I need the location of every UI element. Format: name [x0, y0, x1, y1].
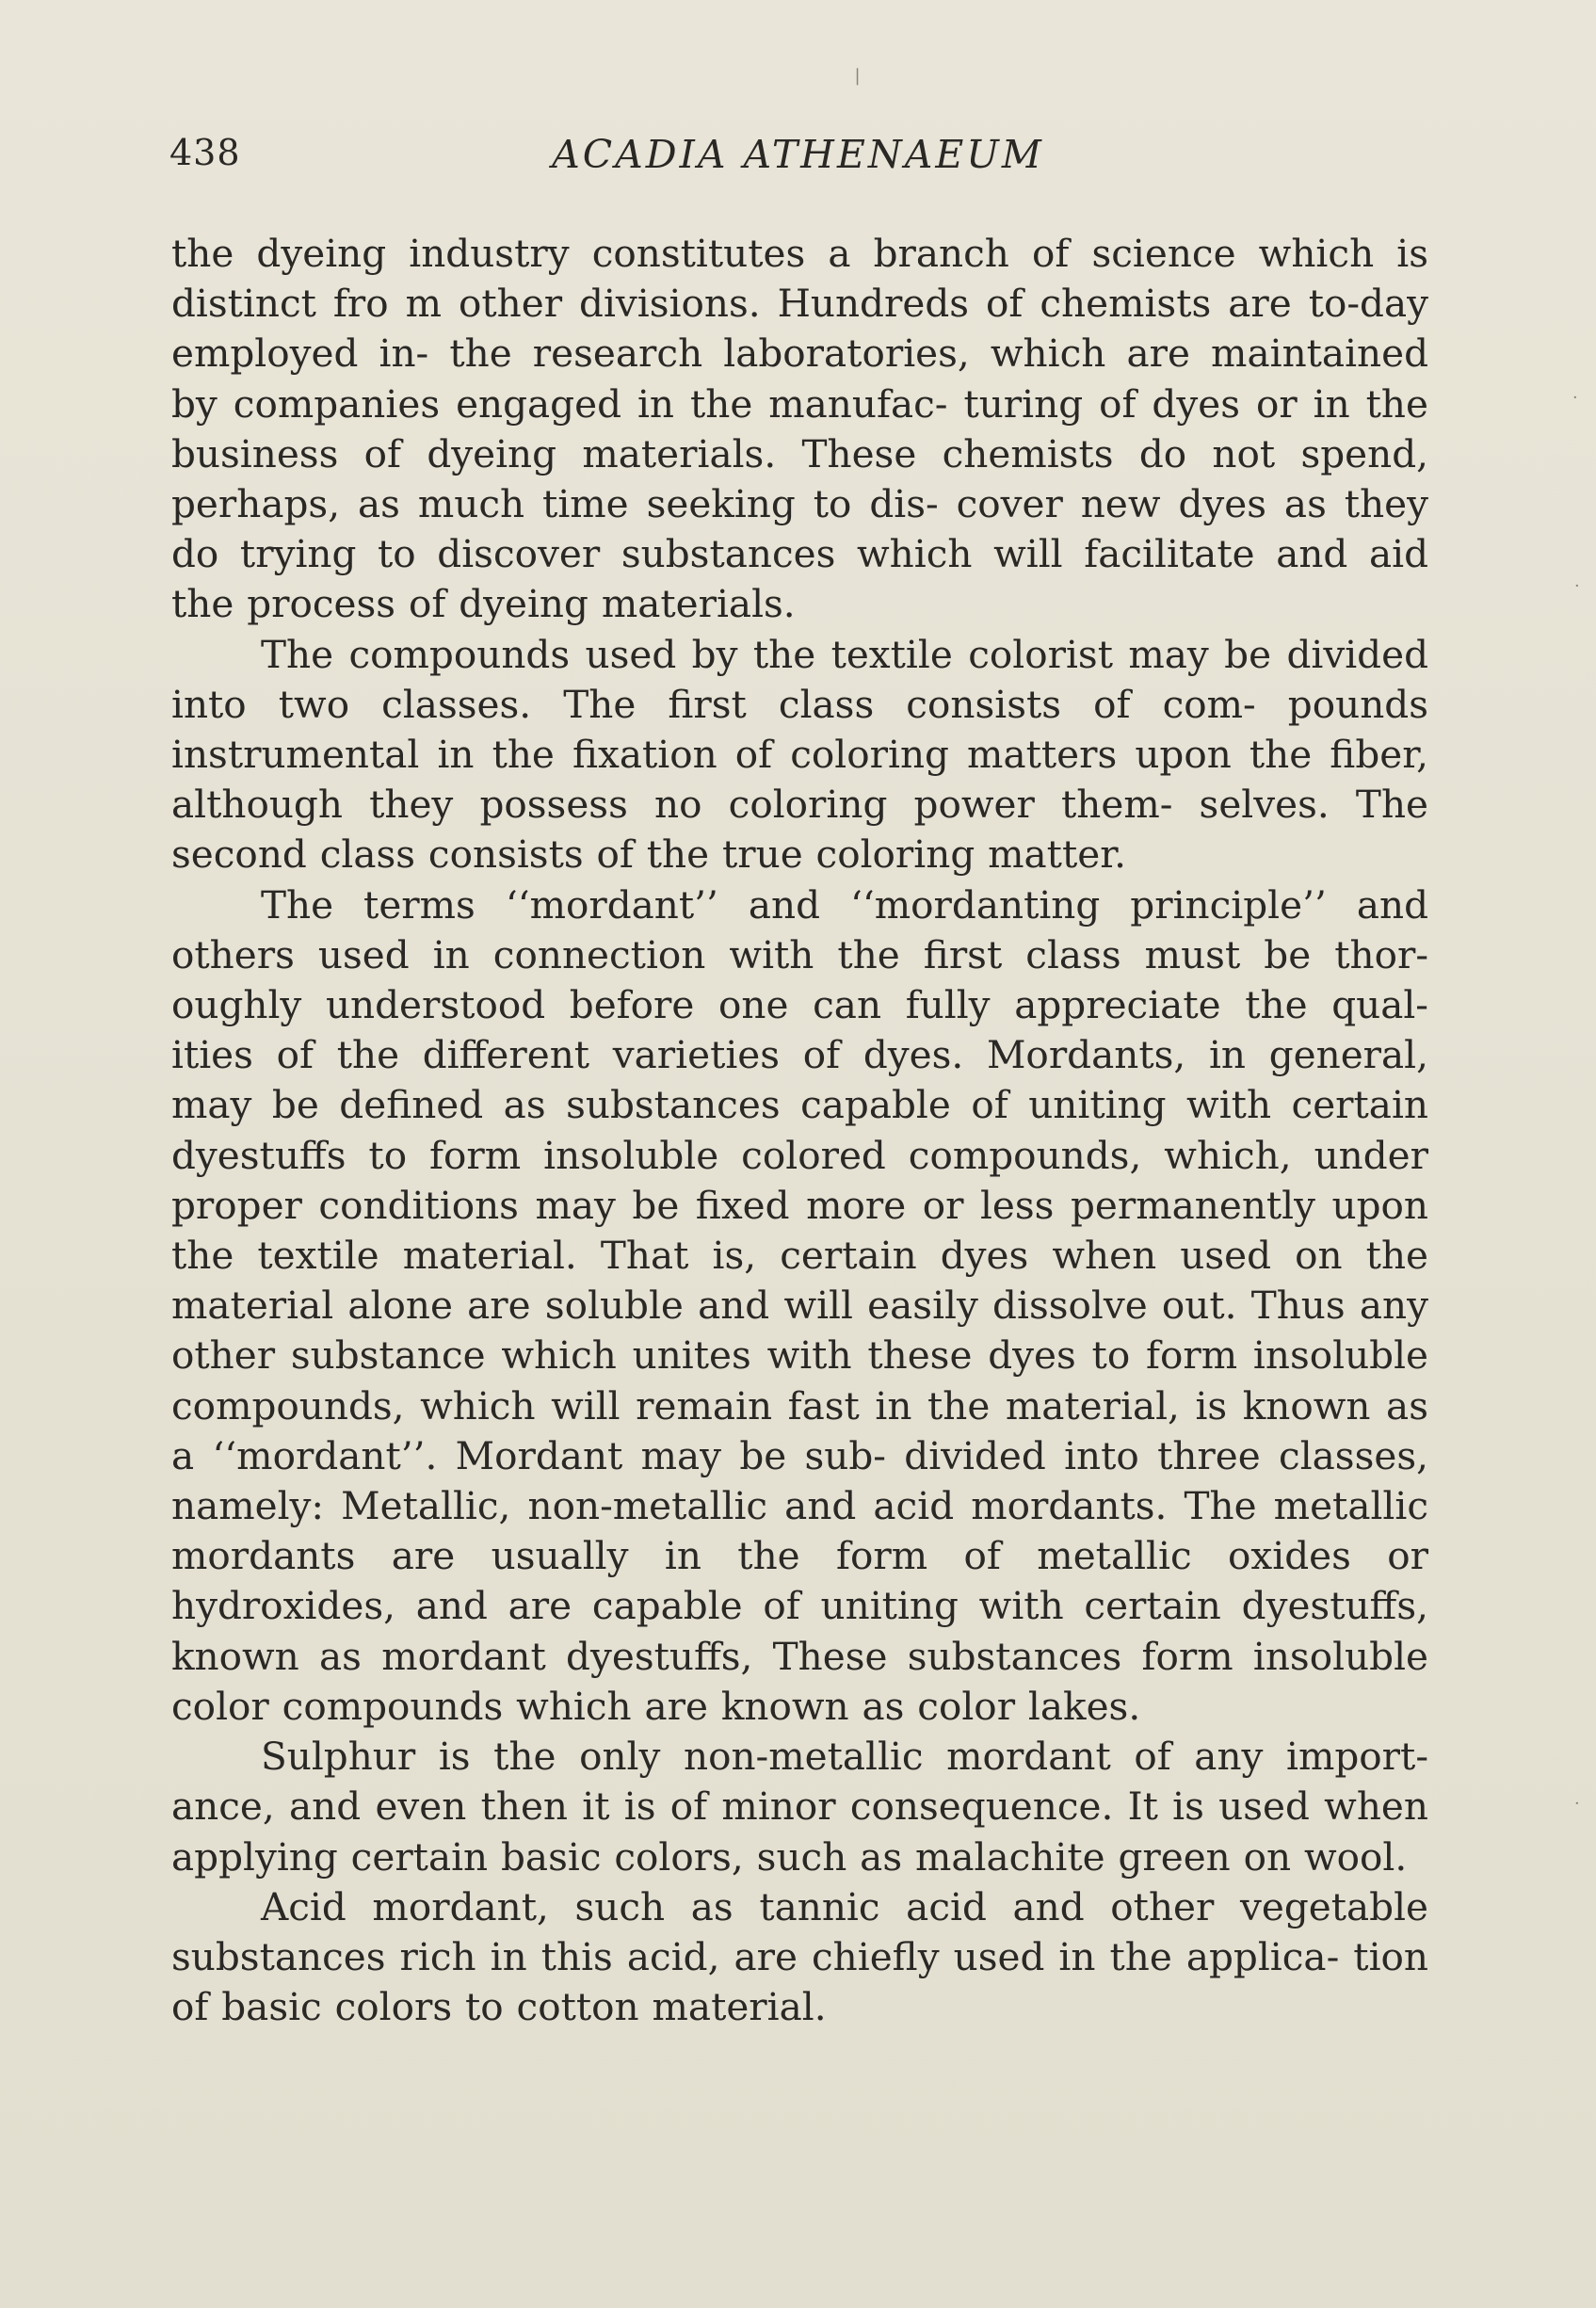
body-text: [171, 229, 1428, 2032]
paragraph-5: Acid mordant, such as tannic acid and other vegetable substances rich in this acid, are chiefly used in the applica- tion of basic colors to cotton material.: [171, 1883, 1428, 2030]
page-number: 438: [169, 132, 241, 173]
scan-speck: ·: [1574, 1794, 1580, 1814]
scan-speck: ·: [1574, 576, 1580, 596]
scan-speck: ❘: [850, 66, 865, 86]
page-header: [169, 132, 1427, 188]
paragraph-1: the dyeing industry constitutes a branch of science which is distinct fro m other divisions. Hundreds of chemists are to-day employed in- the research laboratories, which are maintained by companies engaged in the manufac- turing of dyes or in the business of dyeing materials. These chemists do not spend, perhaps, as much time seeking to dis- cover new dyes as they do trying to discover substances which will facilitate and aid the process of dyeing materials.: [171, 231, 1428, 627]
running-head: ACADIA ATHENAEUM: [552, 132, 1044, 177]
paragraph-4: Sulphur is the only non-metallic mordant of any import- ance, and even then it is of minor consequence. It is used when applying certain basic colors, such as malachite green on wool.: [171, 1734, 1428, 1880]
scan-speck: ·: [1572, 388, 1578, 408]
paragraph-2: The compounds used by the textile colorist may be divided into two classes. The first class consists of com- pounds instrumental in the fixation of coloring matters upon the fiber, although they possess no coloring power them- selves. The second class consists of the true coloring matter.: [171, 631, 1428, 878]
paragraph-3: The terms ‘‘mordant’’ and ‘‘mordanting principle’’ and others used in connection with the first class must be thor- oughly understood before one can fully appreciate the qual- ities of the different varieties of dyes. Mordants, in general, may be defined as substances capable of uniting with certain dyestuffs to form insoluble colored compounds, which, under proper conditions may be fixed more or less permanently upon the textile material. That is, certain dyes when used on the material alone are soluble and will easily dissolve out. Thus any other substance which unites with these dyes to form insoluble compounds, which will remain fast in the material, is known as a ‘‘mordant’’. Mordant may be sub- divided into three classes, namely: Metallic, non-metallic and acid mordants. The metallic mordants are usually in the form of metallic oxides or hydroxides, and are capable of uniting with certain dyestuffs, known as mordant dyestuffs, These substances form insoluble color compounds which are known as color lakes.: [171, 881, 1428, 1729]
